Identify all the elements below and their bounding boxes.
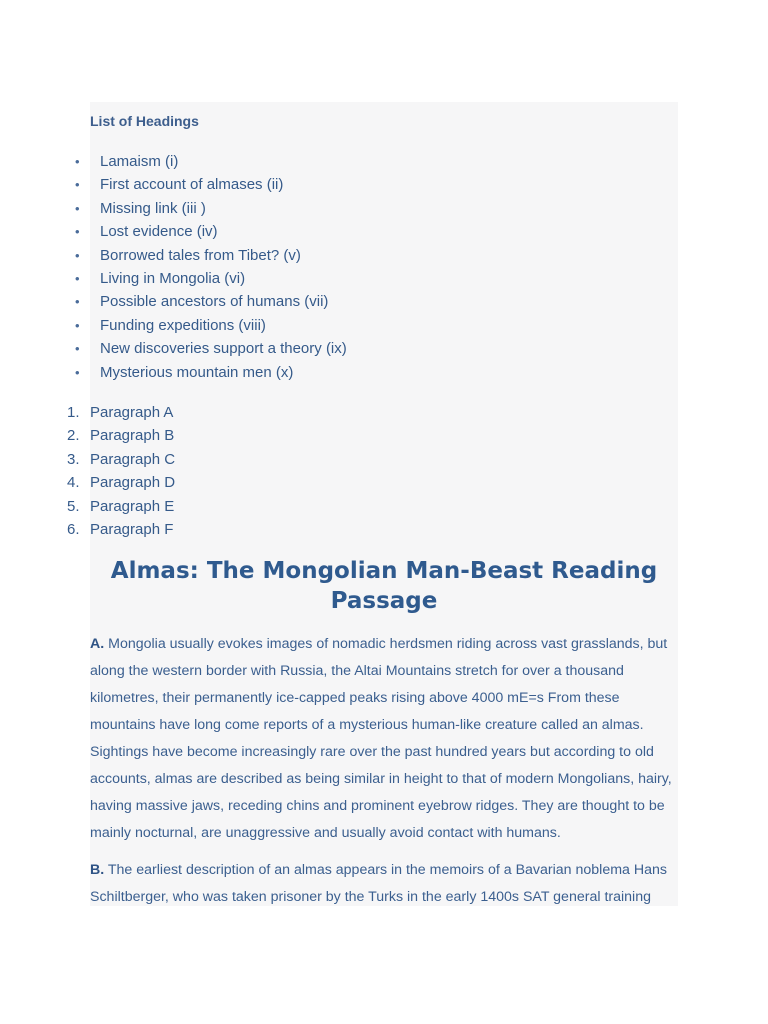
list-of-headings-title: List of Headings xyxy=(90,113,199,129)
list-number: 4. xyxy=(67,474,80,492)
paragraph-list-item xyxy=(62,448,175,471)
paragraph-list-item xyxy=(62,471,175,494)
paragraph-list xyxy=(62,401,175,541)
heading-item: • Lamaism (i) xyxy=(62,150,347,173)
heading-item: • Missing link (iii ) xyxy=(62,197,347,220)
heading-item: • Lost evidence (iv) xyxy=(62,220,347,243)
paragraph-list-item xyxy=(62,401,175,424)
heading-item: • Possible ancestors of humans (vii) xyxy=(62,290,347,313)
list-number: 1. xyxy=(67,404,80,421)
paragraph-label: Paragraph E xyxy=(90,497,175,515)
paragraph-letter: B. xyxy=(90,862,105,878)
heading-item: • New discoveries support a theory (ix) xyxy=(62,337,347,360)
list-number: 6. xyxy=(67,520,80,538)
passage-title: Almas: The Mongolian Man-Beast Reading Passage xyxy=(110,558,658,614)
heading-item: • Borrowed tales from Tibet? (v) xyxy=(62,244,347,267)
headings-list xyxy=(62,150,347,384)
heading-item: • First account of almases (ii) xyxy=(62,173,347,196)
paragraph-label: Paragraph D xyxy=(90,474,176,492)
paragraph-list-item xyxy=(62,495,175,518)
heading-item: • Living in Mongolia (vi) xyxy=(62,267,347,290)
paragraph-label: Paragraph C xyxy=(90,450,176,468)
paragraph-text: The earliest description of an almas appears in the memoirs of a Bavarian noblema Hans Schiltberger, who was taken prisoner by the Turks in the early 1400s SAT general training xyxy=(90,862,667,905)
list-number: 5. xyxy=(67,497,80,515)
paragraph-label: Paragraph F xyxy=(90,520,174,538)
passage-paragraph-a xyxy=(90,631,680,847)
paragraph-label: Paragraph B xyxy=(90,427,175,445)
list-number: 3. xyxy=(67,450,80,468)
passage-paragraph-b xyxy=(90,857,680,907)
heading-item: • Mysterious mountain men (x) xyxy=(62,361,347,384)
paragraph-list-item xyxy=(62,518,175,541)
paragraph-letter: A. xyxy=(90,636,105,652)
paragraph-list-item xyxy=(62,424,175,447)
list-number: 2. xyxy=(67,427,80,445)
heading-item: • Funding expeditions (viii) xyxy=(62,314,347,337)
paragraph-label: Paragraph A xyxy=(90,404,174,421)
paragraph-text: Mongolia usually evokes images of nomadic herdsmen riding across vast grasslands, but along the western border with Russia, the Altai Mountains stretch for over a thousand kilometres, their permanently ice-capped peaks rising above 4000 mE=s From these mountains have long come reports of a mysterious human-like creature called an almas. Sightings have become increasingly rare over the past hundred years but according to old accounts, almas are described as being similar in height to that of modern Mongolians, hairy, having massive jaws, receding chins and prominent eyebrow ridges. They are thought to be mainly nocturnal, are unaggressive and usually avoid contact with humans. xyxy=(90,636,672,841)
